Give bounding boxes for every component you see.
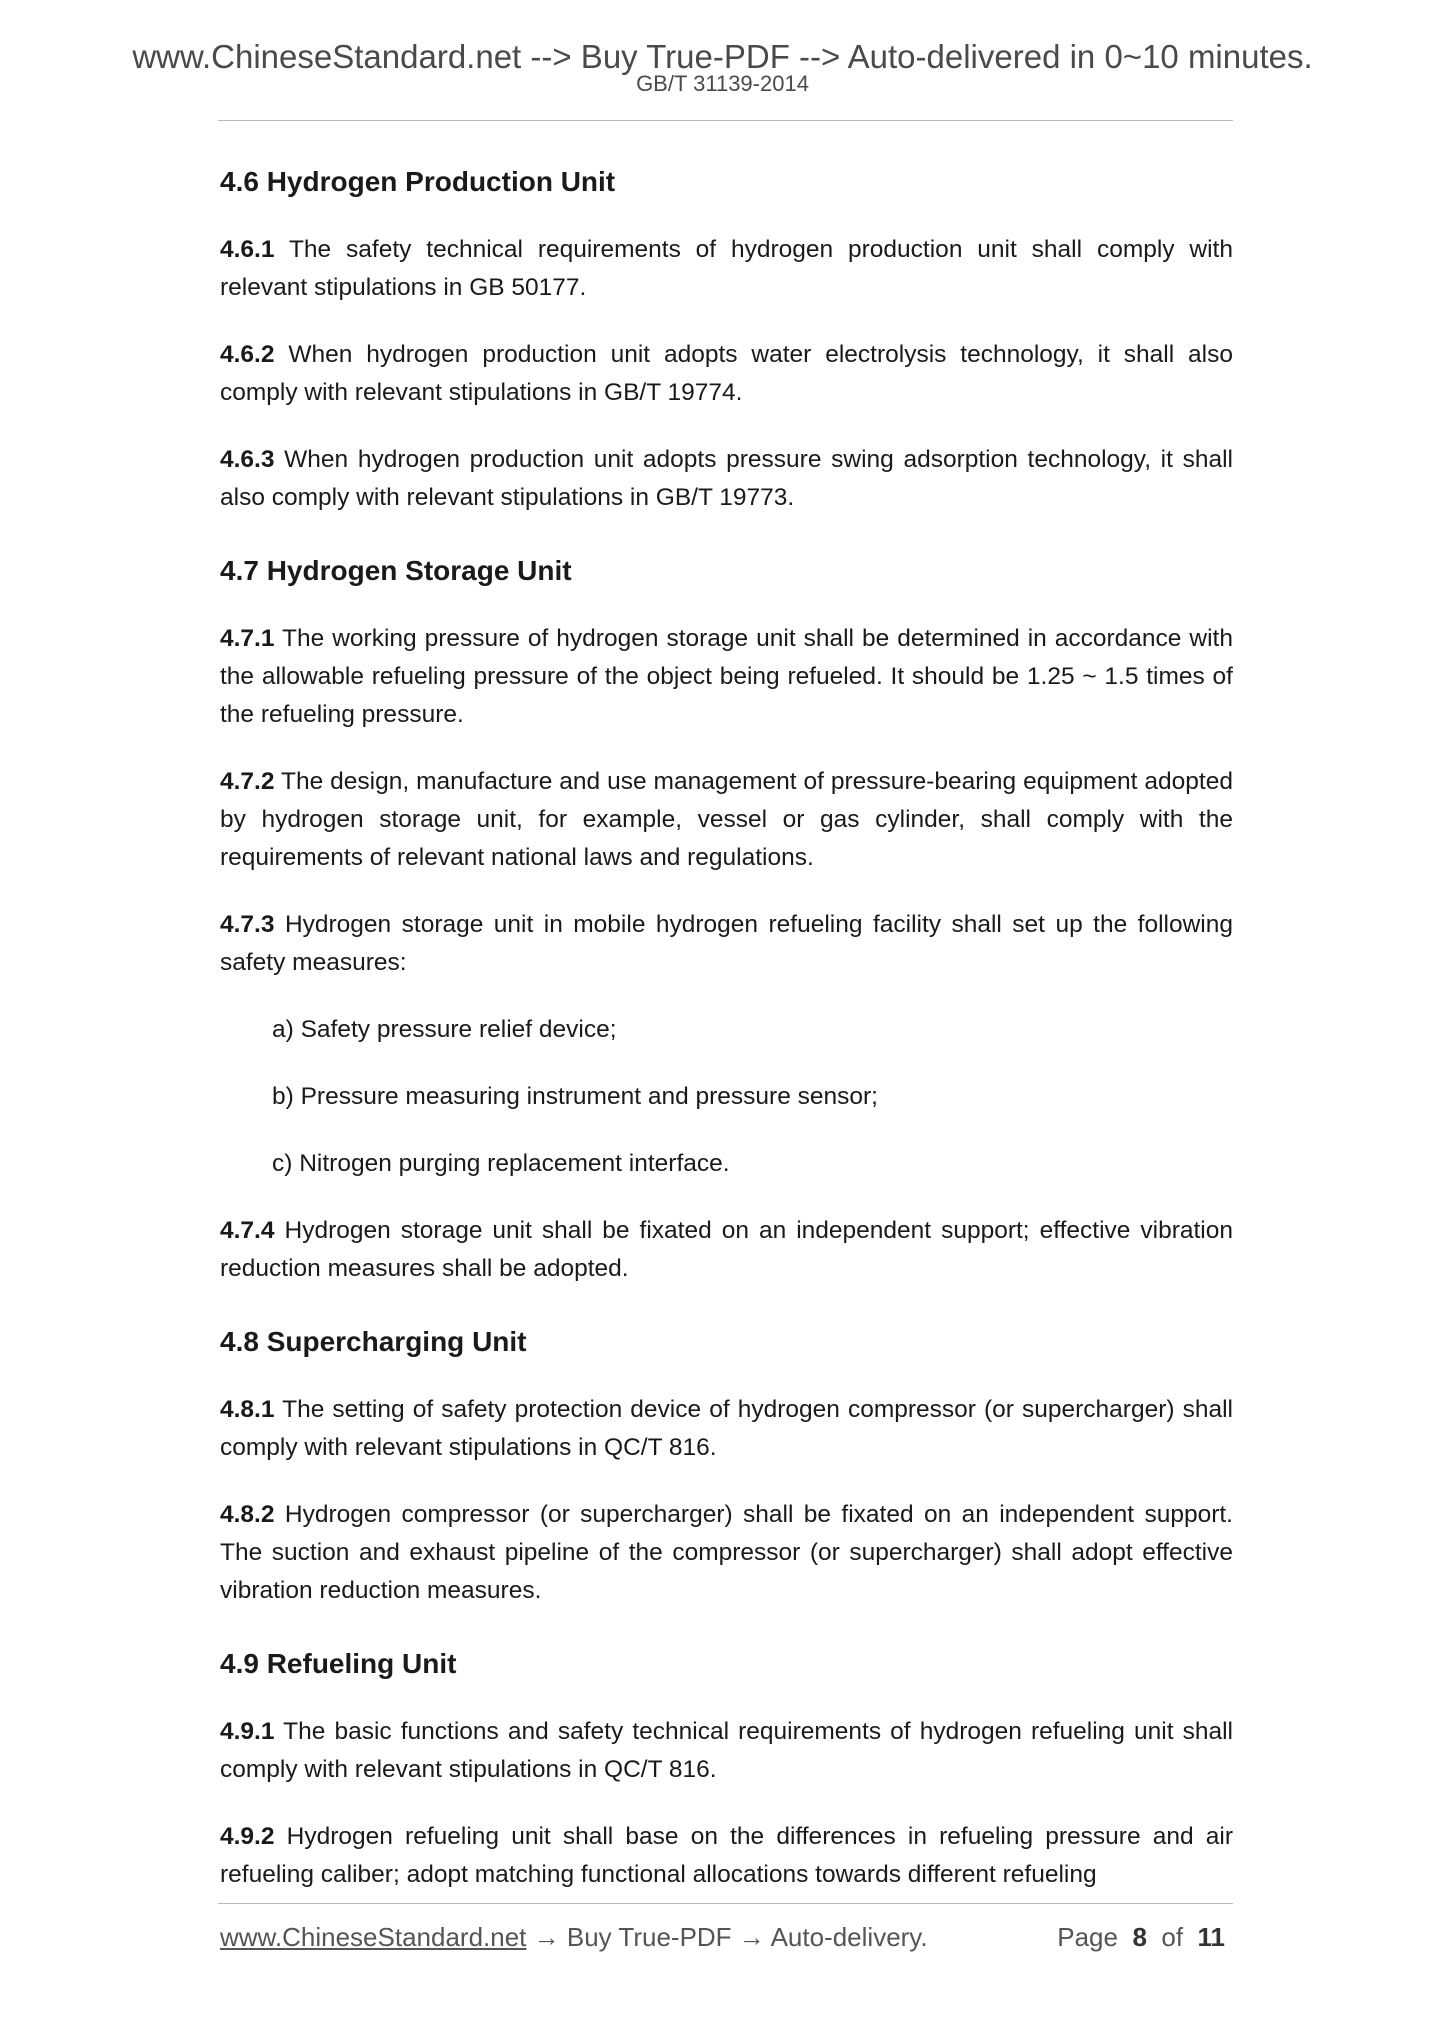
clause-text: The design, manufacture and use management of pressure-bearing equipment adopted by hydrogen storage unit, for example, vessel or gas cylinder, shall comply with the requirements of relevant national laws and regulations. — [220, 768, 1233, 871]
list-item: b) Pressure measuring instrument and pressure sensor; — [272, 1083, 878, 1110]
footer-promo — [220, 1922, 928, 1953]
clause-text: When hydrogen production unit adopts water electrolysis technology, it shall also comply with relevant stipulations in GB/T 19774. — [220, 341, 1233, 406]
page-indicator — [1057, 1922, 1225, 1953]
footer-promo-text: → Buy True-PDF → Auto-delivery. — [526, 1922, 928, 1952]
clause-number: 4.9.2 — [220, 1823, 275, 1850]
clause-text: Hydrogen refueling unit shall base on the differences in refueling pressure and air refueling caliber; adopt matching functional allocations towards different refueling — [220, 1823, 1233, 1888]
clause-4-9-2 — [220, 1818, 1233, 1894]
of-word: of — [1161, 1922, 1184, 1952]
page-footer — [220, 1922, 1225, 1962]
document-id: GB/T 31139-2014 — [636, 71, 809, 96]
clause-number: 4.7.4 — [220, 1217, 275, 1244]
clause-text: The safety technical requirements of hydrogen production unit shall comply with relevant stipulations in GB 50177. — [220, 236, 1233, 301]
section-heading-4-8: 4.8 Supercharging Unit — [220, 1326, 527, 1357]
clause-4-7-3 — [220, 906, 1233, 982]
list-item: c) Nitrogen purging replacement interface. — [272, 1150, 730, 1177]
site-banner: www.ChineseStandard.net --> Buy True-PDF --> Auto-delivered in 0~10 minutes. — [132, 38, 1313, 75]
clause-number: 4.7.2 — [220, 768, 275, 795]
clause-number: 4.6.3 — [220, 446, 275, 473]
list-item: a) Safety pressure relief device; — [272, 1016, 617, 1043]
clause-4-7-2 — [220, 763, 1233, 877]
document-body — [220, 157, 1233, 1923]
clause-number: 4.8.1 — [220, 1396, 275, 1423]
header-divider — [218, 120, 1233, 121]
clause-number: 4.6.2 — [220, 341, 275, 368]
clause-number: 4.8.2 — [220, 1501, 275, 1528]
footer-divider — [218, 1903, 1233, 1904]
clause-4-7-1 — [220, 620, 1233, 734]
clause-text: The setting of safety protection device of hydrogen compressor (or supercharger) shall comply with relevant stipulations in QC/T 816. — [220, 1396, 1233, 1461]
clause-4-8-2 — [220, 1496, 1233, 1610]
clause-4-8-1 — [220, 1391, 1233, 1467]
clause-4-6-1 — [220, 231, 1233, 307]
clause-text: Hydrogen compressor (or supercharger) shall be fixated on an independent support. The suction and exhaust pipeline of the compressor (or supercharger) shall adopt effective vibration reduction measures. — [220, 1501, 1233, 1604]
clause-4-6-2 — [220, 336, 1233, 412]
clause-text: When hydrogen production unit adopts pressure swing adsorption technology, it shall also comply with relevant stipulations in GB/T 19773. — [220, 446, 1233, 511]
clause-number: 4.7.1 — [220, 625, 275, 652]
clause-number: 4.6.1 — [220, 236, 275, 263]
current-page: 8 — [1132, 1922, 1147, 1952]
clause-4-7-4 — [220, 1212, 1233, 1288]
clause-4-6-3 — [220, 441, 1233, 517]
total-pages: 11 — [1197, 1922, 1225, 1952]
clause-text: The working pressure of hydrogen storage unit shall be determined in accordance with the allowable refueling pressure of the object being refueled. It should be 1.25 ~ 1.5 times of the refueling pressure. — [220, 625, 1233, 728]
clause-4-9-1 — [220, 1713, 1233, 1789]
clause-text: The basic functions and safety technical requirements of hydrogen refueling unit shall comply with relevant stipulations in QC/T 816. — [220, 1718, 1233, 1783]
clause-text: Hydrogen storage unit shall be fixated on an independent support; effective vibration reduction measures shall be adopted. — [220, 1217, 1233, 1282]
site-link[interactable]: www.ChineseStandard.net — [220, 1922, 527, 1952]
clause-number: 4.7.3 — [220, 911, 275, 938]
clause-number: 4.9.1 — [220, 1718, 275, 1745]
section-heading-4-9: 4.9 Refueling Unit — [220, 1648, 457, 1679]
page-word: Page — [1057, 1922, 1118, 1952]
section-heading-4-6: 4.6 Hydrogen Production Unit — [220, 166, 616, 197]
section-heading-4-7: 4.7 Hydrogen Storage Unit — [220, 555, 572, 586]
clause-text: Hydrogen storage unit in mobile hydrogen refueling facility shall set up the following safety measures: — [220, 911, 1233, 976]
